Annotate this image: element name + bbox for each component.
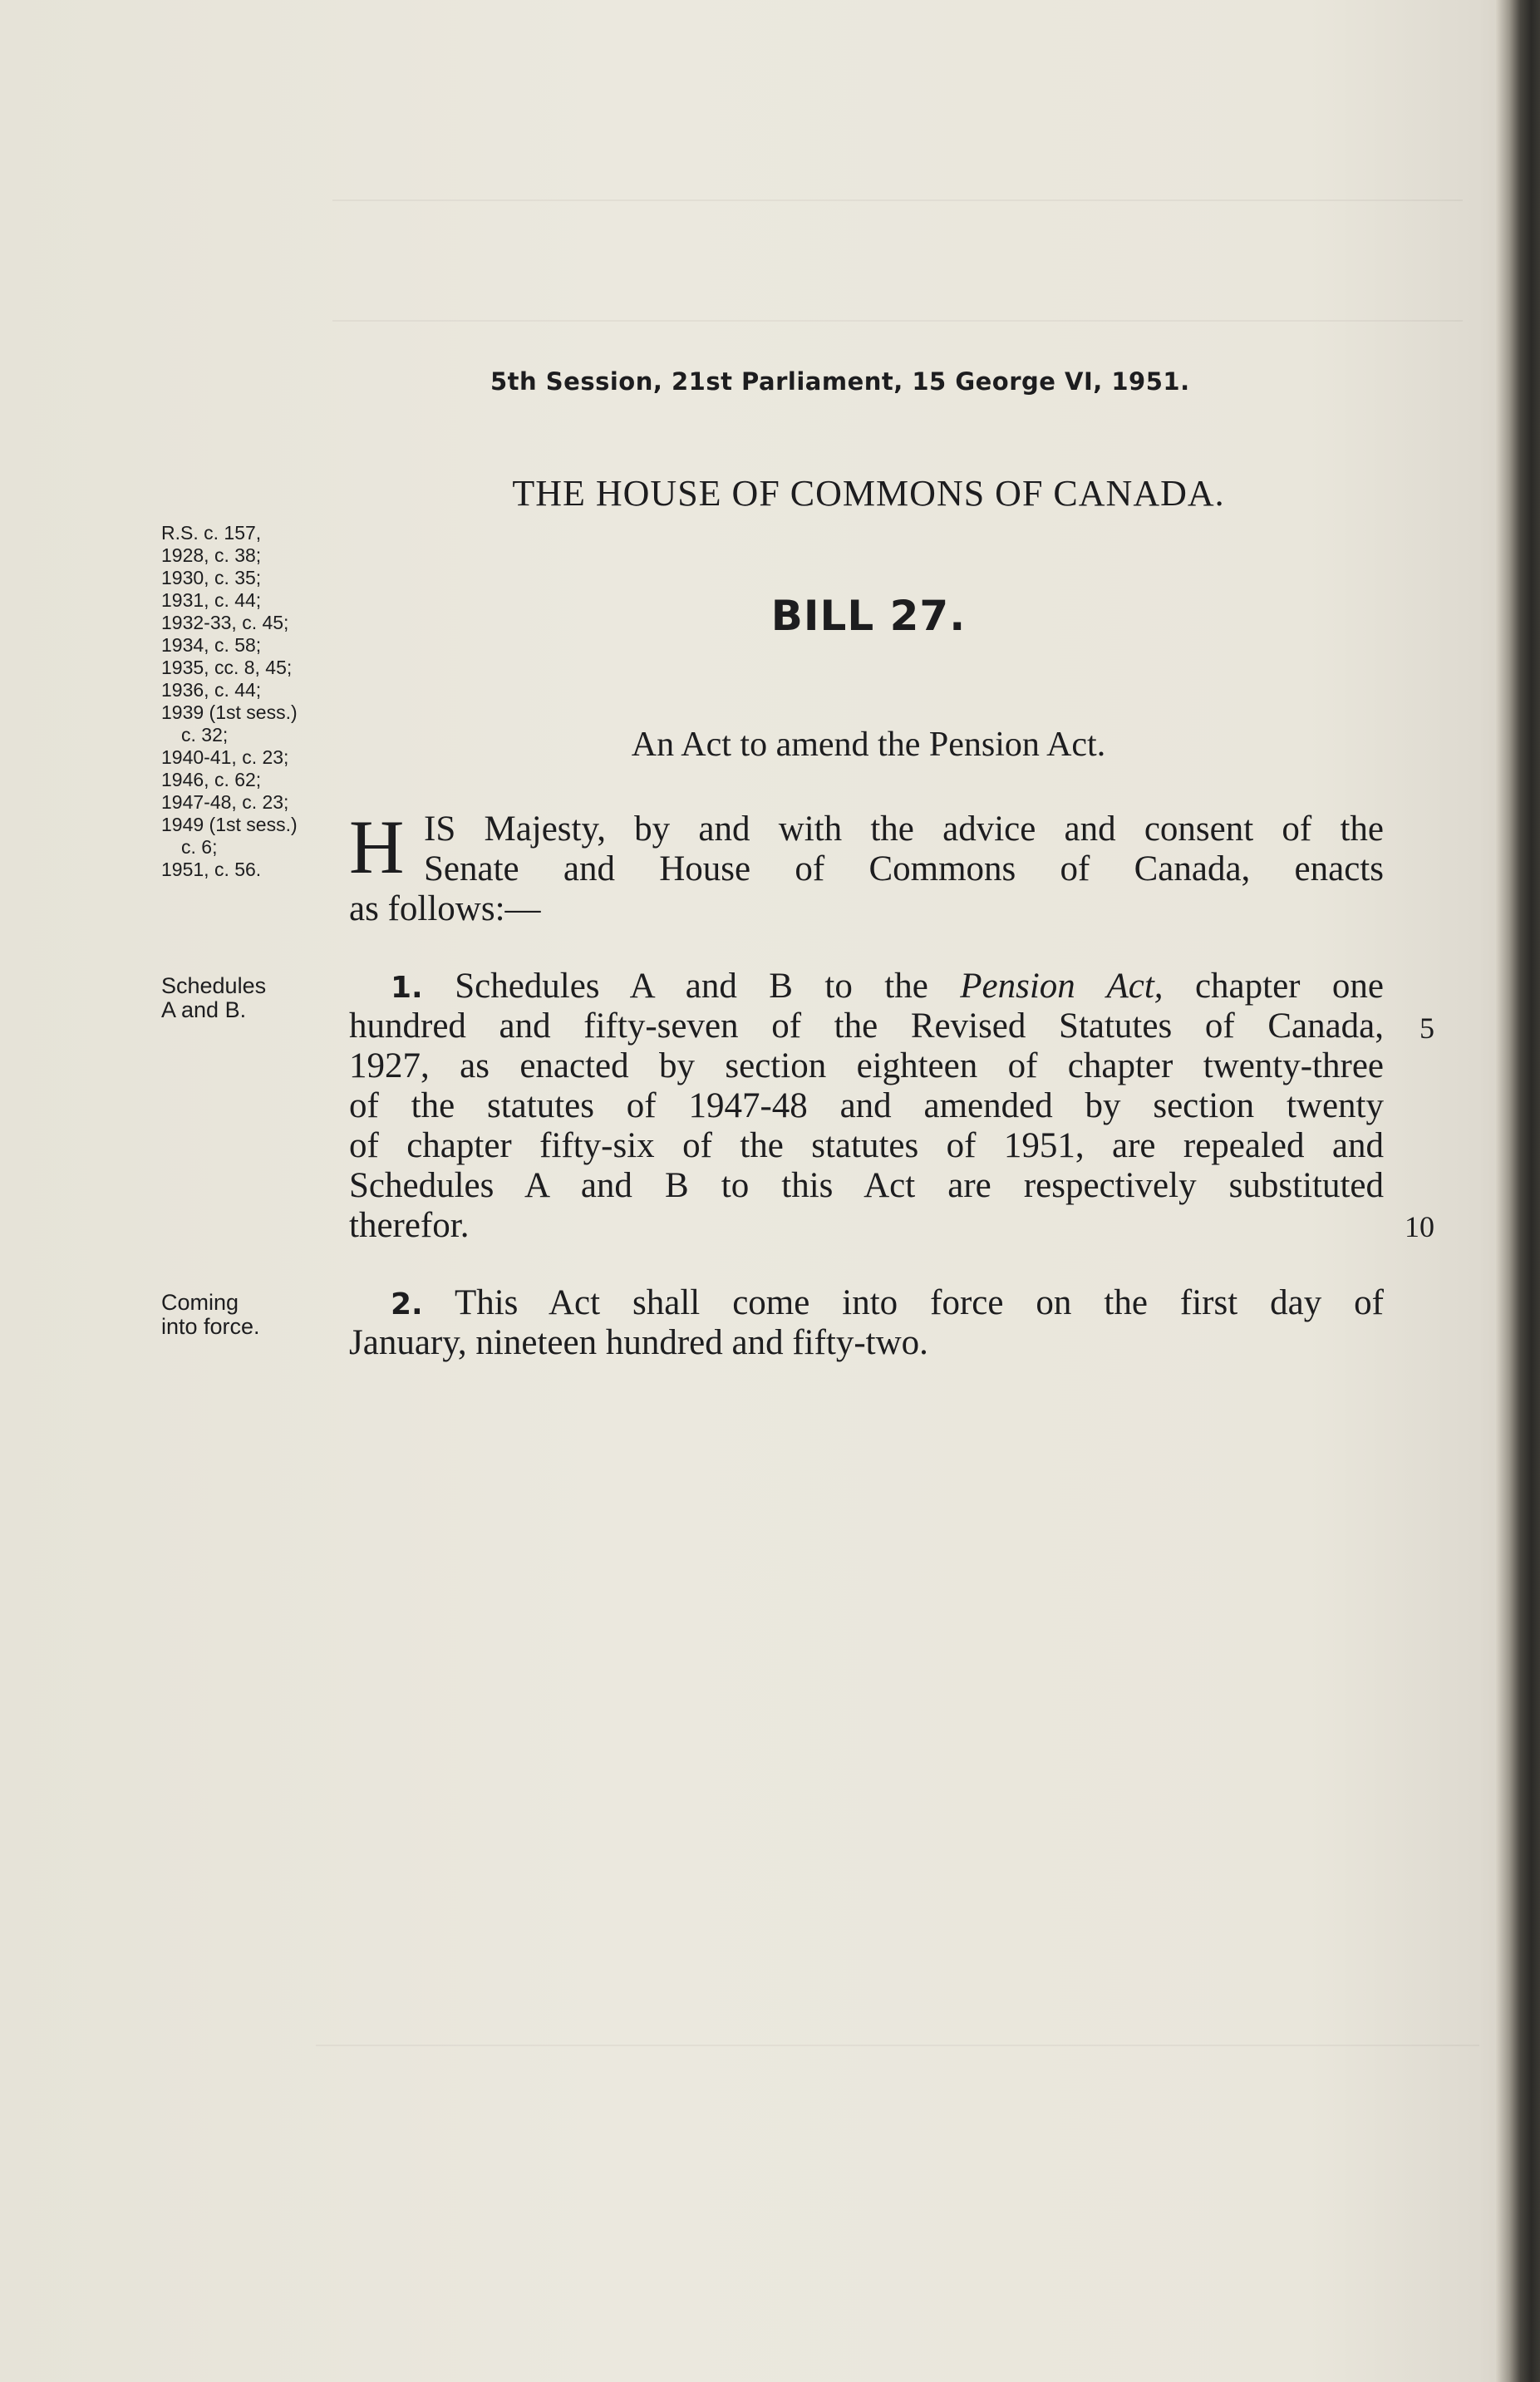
bleed-through-rule — [332, 199, 1463, 201]
preamble-line: Senate and House of Commons of Canada, enacts — [424, 849, 1384, 888]
section-line — [349, 1283, 1384, 1323]
section-number: 2. — [391, 1287, 423, 1321]
citation-line: 1936, c. 44; — [161, 679, 262, 701]
enacting-clause — [349, 805, 1384, 929]
citation-line: 1949 (1st sess.) — [161, 814, 298, 835]
bleed-through-mark — [814, 133, 827, 190]
marginal-note-line: A and B. — [161, 997, 247, 1022]
line-number: 10 — [1405, 1210, 1434, 1243]
section-2 — [349, 1283, 1384, 1363]
act-name-italic: Pension Act, — [960, 967, 1164, 1006]
section-line: therefor. — [349, 1206, 470, 1245]
section-text: chapter one — [1194, 967, 1385, 1006]
marginal-note-line: into force. — [161, 1314, 260, 1339]
section-line — [349, 967, 1384, 1006]
section-text: Schedules A and B to the — [455, 967, 928, 1006]
section-line: Schedules A and B to this Act are respectively substituted — [349, 1166, 1384, 1205]
drop-cap: H — [349, 805, 405, 889]
book-spine-shadow — [1496, 0, 1540, 2382]
citation-line: c. 32; — [181, 724, 229, 746]
session-line: 5th Session, 21st Parliament, 15 George VI, 1951. — [490, 367, 1190, 396]
citation-line: 1947-48, c. 23; — [161, 791, 289, 813]
marginal-note-schedules — [161, 974, 352, 1022]
citation-line: 1934, c. 58; — [161, 634, 262, 656]
preamble-line: as follows:— — [349, 889, 541, 928]
marginal-note-line: Coming — [161, 1290, 239, 1315]
marginal-note-coming-into-force — [161, 1291, 352, 1339]
section-text: This Act shall come into force on the first day of — [454, 1283, 1384, 1322]
section-line: January, nineteen hundred and fifty-two. — [349, 1323, 928, 1362]
citation-line: R.S. c. 157, — [161, 522, 262, 544]
citation-line: 1932-33, c. 45; — [161, 612, 289, 633]
preamble-line: IS Majesty, by and with the advice and consent of the — [424, 810, 1384, 849]
section-line: 1927, as enacted by section eighteen of chapter twenty-three — [349, 1046, 1384, 1085]
citation-line: 1939 (1st sess.) — [161, 701, 298, 723]
section-line: of chapter fifty-six of the statutes of 1951, are repealed and — [349, 1126, 1384, 1165]
citation-line: 1931, c. 44; — [161, 589, 262, 611]
marginal-note-line: Schedules — [161, 973, 267, 998]
section-number: 1. — [391, 971, 423, 1005]
citation-line: 1951, c. 56. — [161, 859, 262, 880]
bleed-through-rule — [332, 320, 1463, 322]
bill-number: BILL 27. — [770, 592, 967, 640]
section-line: of the statutes of 1947-48 and amended by section twenty — [349, 1086, 1384, 1125]
line-number: 5 — [1419, 1011, 1434, 1045]
act-title: An Act to amend the Pension Act. — [631, 726, 1106, 764]
citation-line: 1930, c. 35; — [161, 567, 262, 588]
citation-line: c. 6; — [181, 836, 218, 858]
citation-line: 1940-41, c. 23; — [161, 746, 289, 768]
house-heading: THE HOUSE OF COMMONS OF CANADA. — [512, 473, 1225, 514]
section-1 — [349, 967, 1384, 1246]
citation-line: 1928, c. 38; — [161, 544, 262, 566]
citation-line: 1935, cc. 8, 45; — [161, 657, 293, 678]
citation-line: 1946, c. 62; — [161, 769, 262, 790]
bleed-through-rule — [316, 2045, 1479, 2046]
margin-citations — [161, 522, 352, 881]
section-line: hundred and fifty-seven of the Revised Statutes of Canada, — [349, 1006, 1384, 1046]
